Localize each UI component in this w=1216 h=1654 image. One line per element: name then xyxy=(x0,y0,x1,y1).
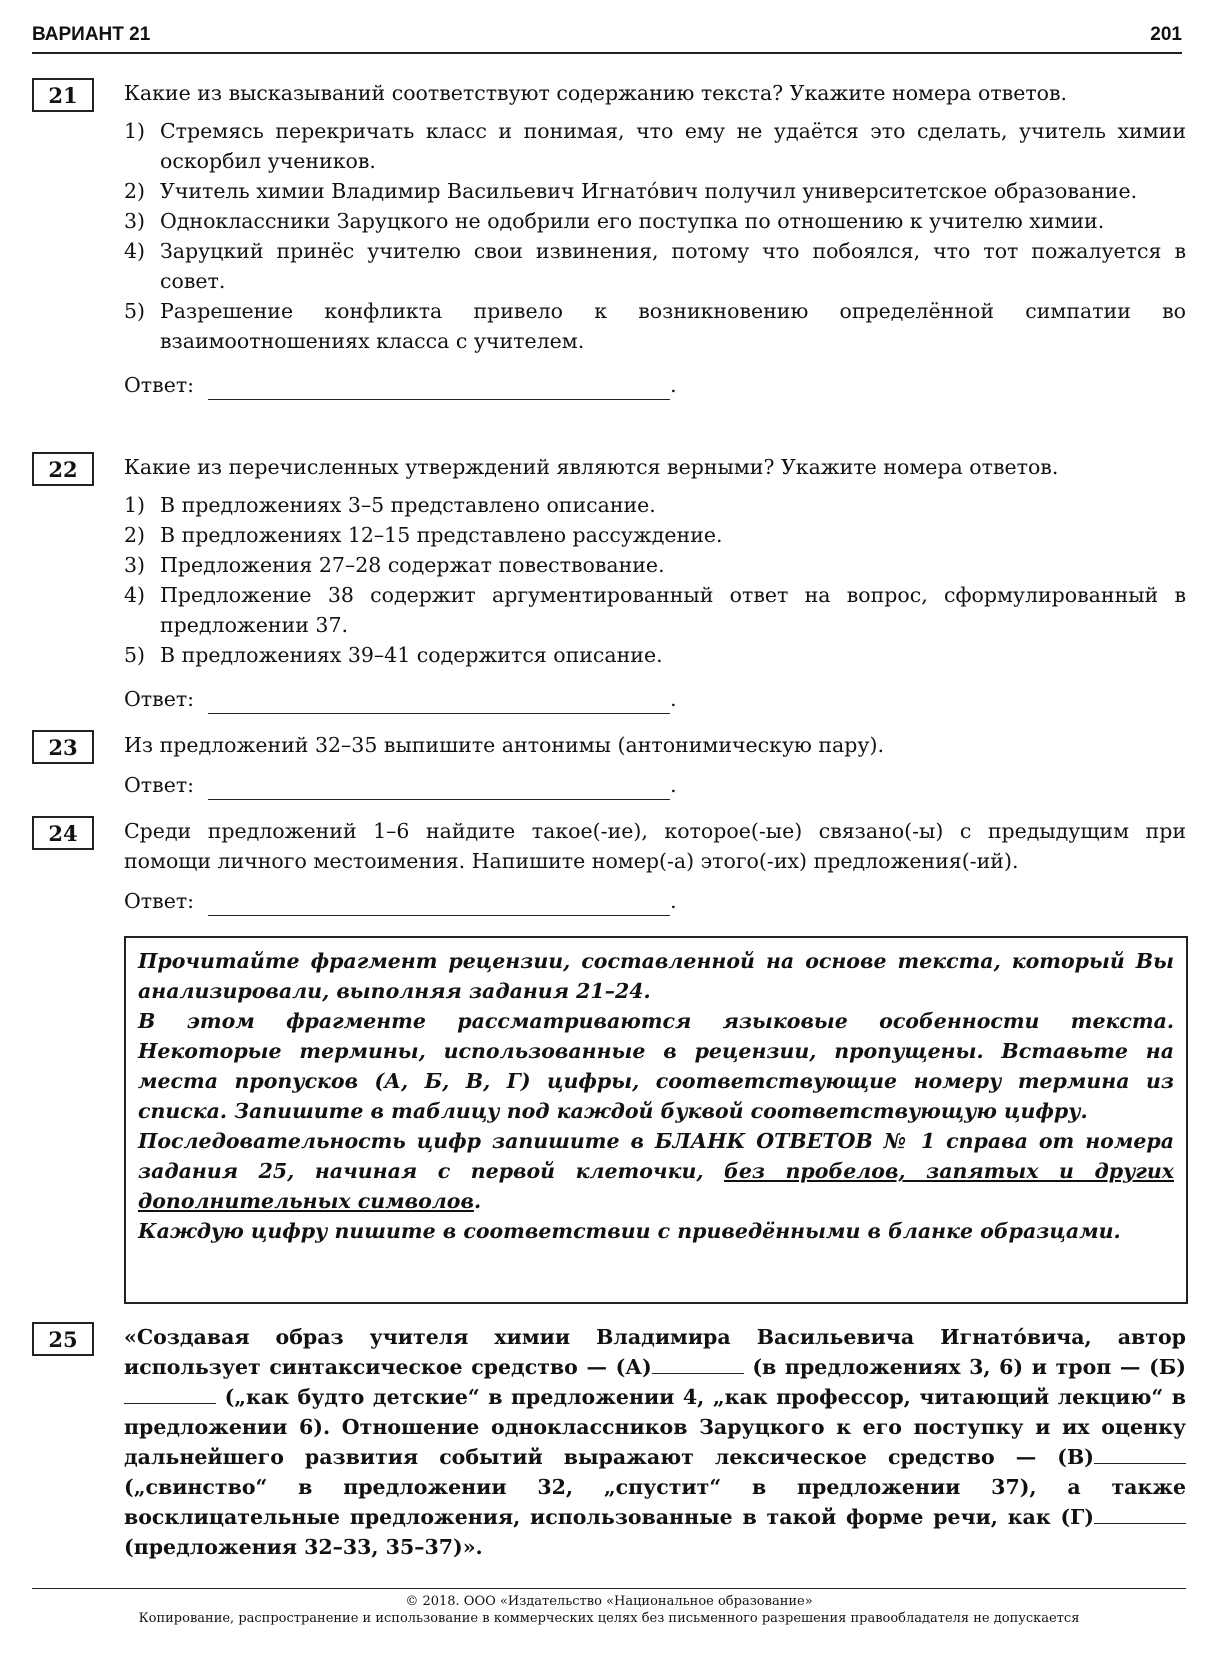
task-question: Среди предложений 1–6 найдите такое(-ие), которое(-ые) связано(-ы) с предыдущим при помощи личного местоимения. Напишите номер(-а) этого(-их) предложения(-ий). xyxy=(124,819,1186,873)
task-number-box: 21 xyxy=(32,78,94,112)
instruction-paragraph: Прочитайте фрагмент рецензии, составленной на основе текста, который Вы анализировали, выполняя задания 21–24. xyxy=(138,949,1174,1003)
task-21 xyxy=(32,78,1186,400)
option-item: 1) Стремясь перекричать класс и понимая, что ему не удаётся это сделать, учитель химии оскорбил учеников. xyxy=(124,119,1186,173)
answer-label: Ответ: xyxy=(124,687,195,711)
instruction-paragraph: Последовательность цифр запишите в БЛАНК ОТВЕТОВ № 1 справа от номера задания 25, начиная с первой клеточки, без пробелов, запятых и других дополнительных символов. xyxy=(138,1129,1174,1213)
task-number-box: 25 xyxy=(32,1322,94,1356)
copy-notice: Копирование, распространение и использование в коммерческих целях без письменного разрешения правообладателя не допускается xyxy=(138,1611,1080,1626)
copyright-text: © 2018. ООО «Издательство «Национальное образование» xyxy=(405,1594,813,1609)
instruction-paragraph: Каждую цифру пишите в соответствии с приведёнными в бланке образцами. xyxy=(138,1219,1121,1243)
answer-row: Ответ: . xyxy=(124,770,1186,800)
option-item: 2) В предложениях 12–15 представлено рассуждение. xyxy=(124,523,723,547)
instruction-box xyxy=(124,936,1188,1304)
task-25 xyxy=(32,1322,1186,1562)
answer-label: Ответ: xyxy=(124,773,195,797)
task-number-box: 24 xyxy=(32,816,94,850)
answer-label: Ответ: xyxy=(124,373,195,397)
answer-row: Ответ: . xyxy=(124,370,1186,400)
option-item: 5) В предложениях 39–41 содержится описание. xyxy=(124,643,663,667)
instruction-paragraph: В этом фрагменте рассматриваются языковые особенности текста. Некоторые термины, использованные в рецензии, пропущены. Вставьте на места пропусков (А, Б, В, Г) цифры, соответствующие номеру термина из списка. Запишите в таблицу под каждой буквой соответствующую цифру. xyxy=(138,1009,1174,1123)
page-footer xyxy=(32,1588,1186,1627)
option-item: 4) Заруцкий принёс учителю свои извинения, потому что побоялся, что тот пожалуется в совет. xyxy=(124,239,1186,293)
option-item: 1) В предложениях 3–5 представлено описание. xyxy=(124,493,656,517)
option-item: 3) Предложения 27–28 содержат повествование. xyxy=(124,553,665,577)
task-23 xyxy=(32,730,1186,800)
answer-line[interactable] xyxy=(208,377,670,400)
task-question: Какие из перечисленных утверждений являются верными? Укажите номера ответов. xyxy=(124,455,1059,479)
task-number-box: 22 xyxy=(32,452,94,486)
answer-row: Ответ: . xyxy=(124,684,1186,714)
answer-line[interactable] xyxy=(208,893,670,916)
page-header xyxy=(32,18,1182,54)
option-item: 5) Разрешение конфликта привело к возникновению определённой симпатии во взаимоотношениях класса с учителем. xyxy=(124,299,1186,353)
review-fragment: «Создавая образ учителя химии Владимира Васильевича Игнато́вича, автор использует синтаксическое средство — (А) (в предложениях 3, 6) и троп — (Б) („как будто детские“ в предложении 4, „как профессор, читающий лекцию“ в предложении 6). Отношение одноклассников Заруцкого к его поступку и их оценку дальнейшего развития событий выражают лексическое средство — (В) („свинство“ в предложении 32, „спустит“ в предложении 37), а также восклицательные предложения, использованные в такой форме речи, как (Г) (предложения 32–33, 35–37)». xyxy=(124,1325,1186,1559)
answer-line[interactable] xyxy=(208,777,670,800)
underlined-text: без пробелов, запятых и других дополнительных символов xyxy=(138,1159,1174,1213)
answer-row: Ответ: . xyxy=(124,886,1186,916)
answer-line[interactable] xyxy=(208,691,670,714)
option-item: 2) Учитель химии Владимир Васильевич Игнато́вич получил университетское образование. xyxy=(124,179,1138,203)
options-list xyxy=(124,116,1186,356)
page-number: 201 xyxy=(1150,24,1182,45)
blank-b[interactable] xyxy=(124,1383,216,1404)
blank-g[interactable] xyxy=(1094,1503,1186,1524)
task-question: Какие из высказываний соответствуют содержанию текста? Укажите номера ответов. xyxy=(124,81,1068,105)
options-list xyxy=(124,490,1186,670)
variant-label: ВАРИАНТ 21 xyxy=(32,24,151,45)
task-22 xyxy=(32,452,1186,714)
blank-v[interactable] xyxy=(1094,1443,1186,1464)
task-question: Из предложений 32–35 выпишите антонимы (антонимическую пару). xyxy=(124,733,884,757)
answer-label: Ответ: xyxy=(124,889,195,913)
blank-a[interactable] xyxy=(652,1353,744,1374)
option-item: 4) Предложение 38 содержит аргументированный ответ на вопрос, сформулированный в предложении 37. xyxy=(124,583,1186,637)
task-24 xyxy=(32,816,1186,916)
option-item: 3) Одноклассники Заруцкого не одобрили его поступка по отношению к учителю химии. xyxy=(124,209,1105,233)
task-number-box: 23 xyxy=(32,730,94,764)
